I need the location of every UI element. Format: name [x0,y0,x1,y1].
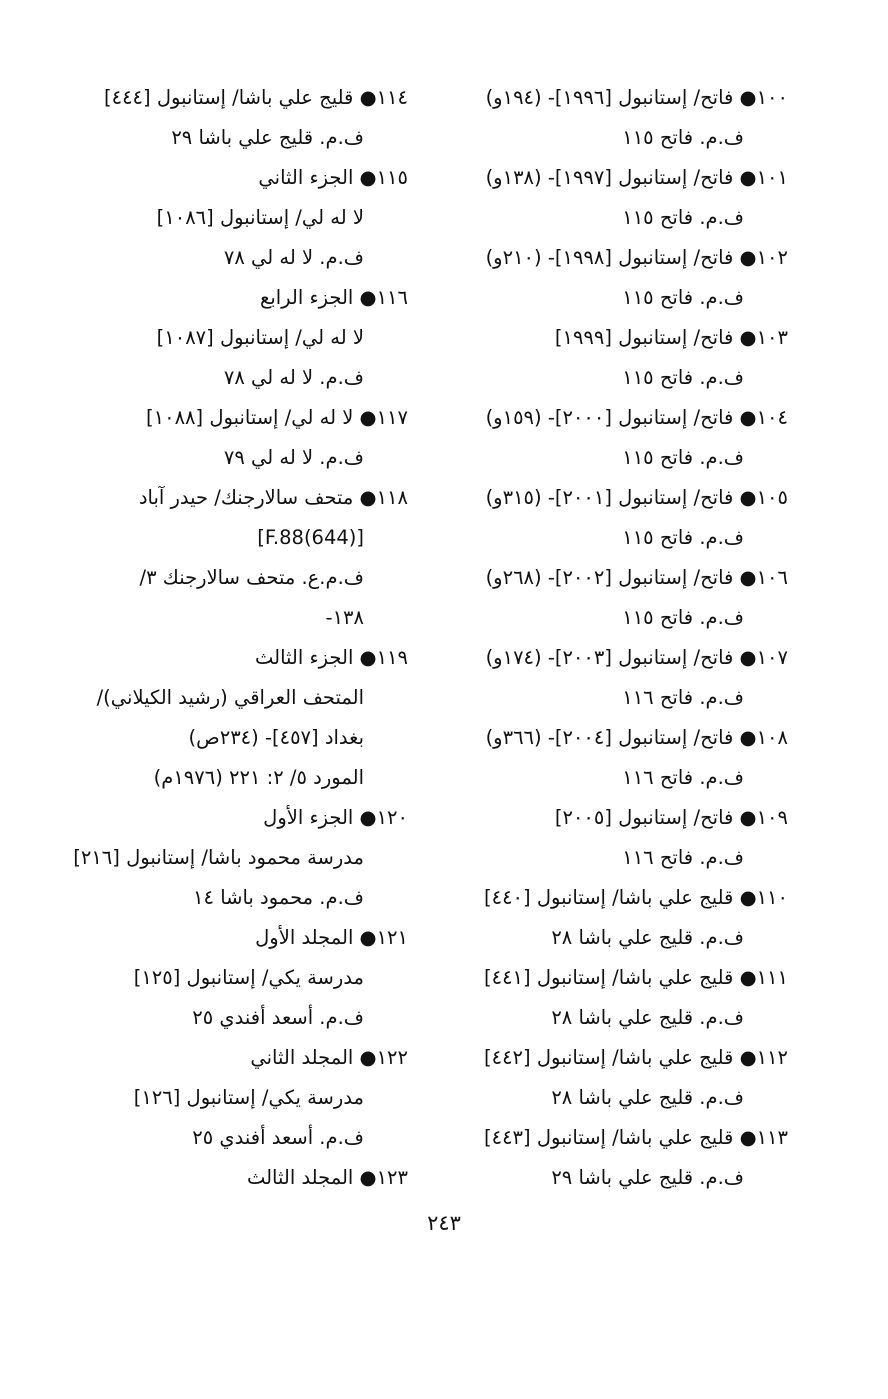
catalog-detail-line: مدرسة يكي/ إستانبول [١٢٦] [133,1086,364,1109]
catalog-detail-line: ف.م. فاتح ١١٦ [622,766,744,789]
catalog-detail-line: [(644)F.88] [257,526,364,549]
catalog-entry-line: ١٠٧● فاتح/ إستانبول [٢٠٠٣]- (١٧٤و) [485,646,788,669]
catalog-entry-line: ١١٩● الجزء الثالث [255,646,408,669]
catalog-detail-line: ف.م. فاتح ١١٥ [622,446,744,469]
catalog-entry-line: ١٠٢● فاتح/ إستانبول [١٩٩٨]- (٢١٠و) [485,246,788,269]
catalog-detail-line: ف.م.ع. متحف سالارجنك ٣/ [139,566,364,589]
catalog-detail-line: ف.م. فاتح ١١٥ [622,366,744,389]
catalog-detail-line: ف.م. قليج علي باشا ٢٩ [171,126,364,149]
catalog-detail-line: ف.م. قليج علي باشا ٢٨ [551,926,744,949]
catalog-entry-line: ١١٧● لا له لي/ إستانبول [١٠٨٨] [146,406,408,429]
catalog-detail-line: ف.م. فاتح ١١٦ [622,686,744,709]
catalog-entry-line: ١٠٣● فاتح/ إستانبول [١٩٩٩] [554,326,788,349]
catalog-entry-line: ١١٦● الجزء الرابع [259,286,408,309]
catalog-detail-line: ف.م. قليج علي باشا ٢٨ [551,1086,744,1109]
catalog-detail-line: المتحف العراقي (رشيد الكيلاني)/ [96,686,364,709]
catalog-detail-line: ف.م. فاتح ١١٥ [622,206,744,229]
catalog-entry-line: ١٢٢● المجلد الثاني [250,1046,408,1069]
catalog-entry-line: ١٢٠● الجزء الأول [263,806,408,829]
catalog-entry-line: ١١٤● قليج علي باشا/ إستانبول [٤٤٤] [103,86,408,109]
catalog-entry-line: ١٠٤● فاتح/ إستانبول [٢٠٠٠]- (١٥٩و) [485,406,788,429]
left-column [38,78,408,1198]
catalog-entry-line: ١١٨● متحف سالارجنك/ حيدر آباد [138,486,408,509]
right-column [438,78,788,1198]
catalog-entry-line: ١٠٥● فاتح/ إستانبول [٢٠٠١]- (٣١٥و) [485,486,788,509]
catalog-detail-line: ف.م. فاتح ١١٥ [622,126,744,149]
page-number: ٢٤٣ [427,1211,461,1235]
catalog-entry-line: ١٢٣● المجلد الثالث [246,1166,408,1189]
catalog-detail-line: مدرسة محمود باشا/ إستانبول [٢١٦] [73,846,364,869]
catalog-detail-line: بغداد [٤٥٧]- (٢٣٤ص) [188,726,364,749]
catalog-entry-line: ١٢١● المجلد الأول [255,926,408,949]
catalog-detail-line: ف.م. قليج علي باشا ٢٨ [551,1006,744,1029]
catalog-detail-line: ف.م. فاتح ١١٥ [622,526,744,549]
catalog-detail-line: ف.م. أسعد أفندي ٢٥ [192,1126,364,1149]
catalog-detail-line: ف.م. لا له لي ٧٨ [223,246,364,269]
catalog-detail-line: المورد ٥/ ٢: ٢٢١ (١٩٧٦م) [153,766,364,789]
catalog-entry-line: ١٠٠● فاتح/ إستانبول [١٩٩٦]- (١٩٤و) [485,86,788,109]
catalog-entry-line: ١١٣● قليج علي باشا/ إستانبول [٤٤٣] [483,1126,788,1149]
catalog-detail-line: مدرسة يكي/ إستانبول [١٢٥] [133,966,364,989]
catalog-entry-line: ١٠٩● فاتح/ إستانبول [٢٠٠٥] [554,806,788,829]
catalog-detail-line: ف.م. فاتح ١١٥ [622,606,744,629]
catalog-detail-line: ف.م. لا له لي ٧٨ [223,366,364,389]
catalog-detail-line: لا له لي/ إستانبول [١٠٨٦] [156,206,364,229]
catalog-detail-line: ف.م. فاتح ١١٥ [622,286,744,309]
catalog-detail-line: ف.م. فاتح ١١٦ [622,846,744,869]
catalog-detail-line: ف.م. محمود باشا ١٤ [193,886,364,909]
catalog-detail-line: ف.م. أسعد أفندي ٢٥ [192,1006,364,1029]
catalog-entry-line: ١١١● قليج علي باشا/ إستانبول [٤٤١] [483,966,788,989]
catalog-entry-line: ١٠١● فاتح/ إستانبول [١٩٩٧]- (١٣٨و) [485,166,788,189]
catalog-detail-line: ١٣٨- [325,606,364,629]
catalog-entry-line: ١١٥● الجزء الثاني [258,166,408,189]
catalog-entry-line: ١١٢● قليج علي باشا/ إستانبول [٤٤٢] [483,1046,788,1069]
catalog-entry-line: ١٠٨● فاتح/ إستانبول [٢٠٠٤]- (٣٦٦و) [485,726,788,749]
catalog-entry-line: ١١٠● قليج علي باشا/ إستانبول [٤٤٠] [483,886,788,909]
catalog-detail-line: ف.م. قليج علي باشا ٢٩ [551,1166,744,1189]
catalog-detail-line: لا له لي/ إستانبول [١٠٨٧] [156,326,364,349]
catalog-detail-line: ف.م. لا له لي ٧٩ [223,446,364,469]
catalog-entry-line: ١٠٦● فاتح/ إستانبول [٢٠٠٢]- (٢٦٨و) [485,566,788,589]
